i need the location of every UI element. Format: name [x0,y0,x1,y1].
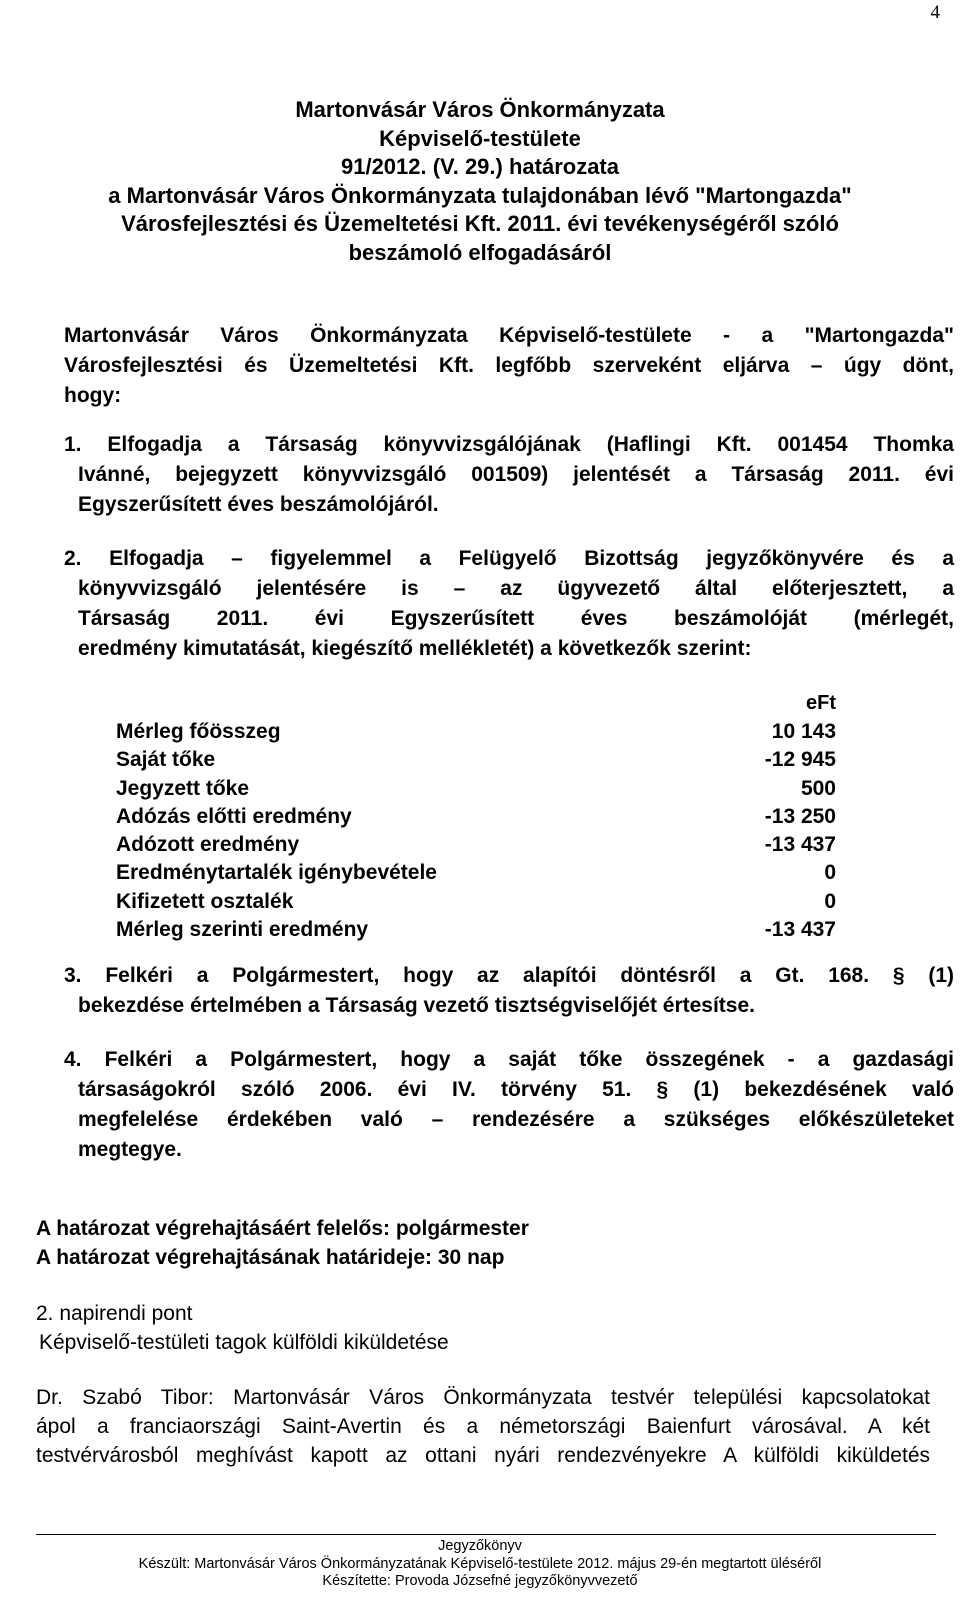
item-line: Egyszerűsített éves beszámolójáról. [78,493,439,516]
decision-item-4 [64,1045,954,1165]
intro-line: Városfejlesztési és Üzemeltetési Kft. legfőbb szerveként eljárva – úgy dönt, [64,354,954,377]
item-line: megfelelése érdekében való – rendezésére a szükséges előkészületeket [78,1108,954,1131]
row-label: Kifizetett osztalék [116,889,294,913]
row-label: Mérleg főösszeg [116,720,281,743]
title-line: beszámoló elfogadásáról [348,239,612,265]
decision-item-1 [64,430,954,520]
deadline: A határozat végrehajtásának határideje: 30 nap [36,1246,505,1269]
item-number: 3. [64,964,82,987]
item-line: Társaság 2011. évi Egyszerűsített éves beszámolóját (mérlegét, [78,607,954,630]
item-line: társaságokról szóló 2006. évi IV. törvény 51. § (1) bekezdésének való [78,1078,954,1101]
item-line: könyvvizsgáló jelentésére is – az ügyvezető által előterjesztett, a [78,577,954,600]
currency-unit: eFt [806,692,836,714]
row-label: Jegyzett tőke [116,776,250,800]
row-value: 10 143 [771,720,836,743]
footer-divider [36,1534,936,1535]
table-row [116,746,836,774]
responsibility-block [36,1214,529,1272]
row-label: Saját tőke [116,748,216,772]
agenda-number: 2. napirendi pont [36,1302,193,1325]
row-label: Adózás előtti eredmény [116,804,352,828]
row-value: -13 250 [764,804,836,828]
item-line: megtegye. [78,1138,182,1161]
row-label: Adózott eredmény [116,833,300,857]
intro-line: hogy: [64,384,122,407]
decision-item-3 [64,961,954,1021]
speech-line: Dr. Szabó Tibor: Martonvásár Város Önkormányzata testvér települési kapcsolatokat [36,1386,930,1409]
item-number: 1. [64,433,82,456]
row-value: -13 437 [764,833,836,857]
title-line: Martonvásár Város Önkormányzata [295,97,665,122]
title-line: a Martonvásár Város Önkormányzata tulajdonában lévő "Martongazda" [108,182,852,208]
decision-intro [64,321,954,411]
item-line: 3. Felkéri a Polgármestert, hogy az alapítói döntésről a Gt. 168. § (1) [64,964,954,987]
page-footer [0,1538,960,1591]
row-label: Eredménytartalék igénybevétele [116,861,437,885]
title-line: Városfejlesztési és Üzemeltetési Kft. 2011. évi tevékenységéről szóló [121,211,839,236]
speech-line: ápol a franciaországi Saint-Avertin és a németországi Baienfurt városával. A két [36,1415,930,1438]
item-line: bekezdése értelmében a Társaság vezető tisztségviselőjét értesítse. [78,994,755,1017]
page-number: 4 [930,2,940,23]
table-row [116,775,836,803]
decision-item-2 [64,544,954,664]
agenda-title: Képviselő-testületi tagok külföldi kiküldetése [39,1331,449,1354]
item-line: 2. Elfogadja – figyelemmel a Felügyelő Bizottság jegyzőkönyvére és a [64,547,954,570]
item-line: 4. Felkéri a Polgármestert, hogy a saját tőke összegének - a gazdasági [64,1048,954,1071]
row-value: 500 [800,776,836,800]
item-number: 4. [64,1048,82,1071]
table-row [116,803,836,831]
footer-title: Jegyzőkönyv [438,1538,522,1554]
table-row [116,859,836,887]
table-row [116,831,836,859]
table-row [116,916,836,944]
item-line: Ivánné, bejegyzett könyvvizsgáló 001509) jelentését a Társaság 2011. évi [78,463,954,486]
row-value: 0 [824,861,836,885]
footer-author: Készítette: Provoda Józsefné jegyzőkönyvvezető [322,1573,638,1589]
row-value: -13 437 [764,918,836,942]
intro-line: Martonvásár Város Önkormányzata Képviselő-testülete - a "Martongazda" [64,324,954,347]
row-value: -12 945 [764,748,836,772]
agenda-item [36,1299,449,1357]
row-value: 0 [824,889,836,913]
speech-paragraph [36,1383,930,1470]
item-number: 2. [64,547,82,570]
item-line: 1. Elfogadja a Társaság könyvvizsgálójának (Haflingi Kft. 001454 Thomka [64,433,954,456]
financial-table [116,688,836,944]
resolution-title [0,96,960,267]
row-label: Mérleg szerinti eredmény [116,918,369,942]
footer-meeting: Készült: Martonvásár Város Önkormányzatának Képviselő-testülete 2012. május 29-én megtartott üléséről [138,1555,822,1572]
title-line: Képviselő-testülete [379,125,581,151]
title-line: 91/2012. (V. 29.) határozata [340,154,619,179]
table-row [116,718,836,746]
table-row [116,888,836,916]
item-line: eredmény kimutatását, kiegészítő mellékletét) a következők szerint: [78,637,752,660]
speech-line: testvérvárosból meghívást kapott az ottani nyári rendezvényekre A külföldi kiküldetés [36,1444,930,1467]
responsible-person: A határozat végrehajtásáért felelős: polgármester [36,1217,529,1240]
